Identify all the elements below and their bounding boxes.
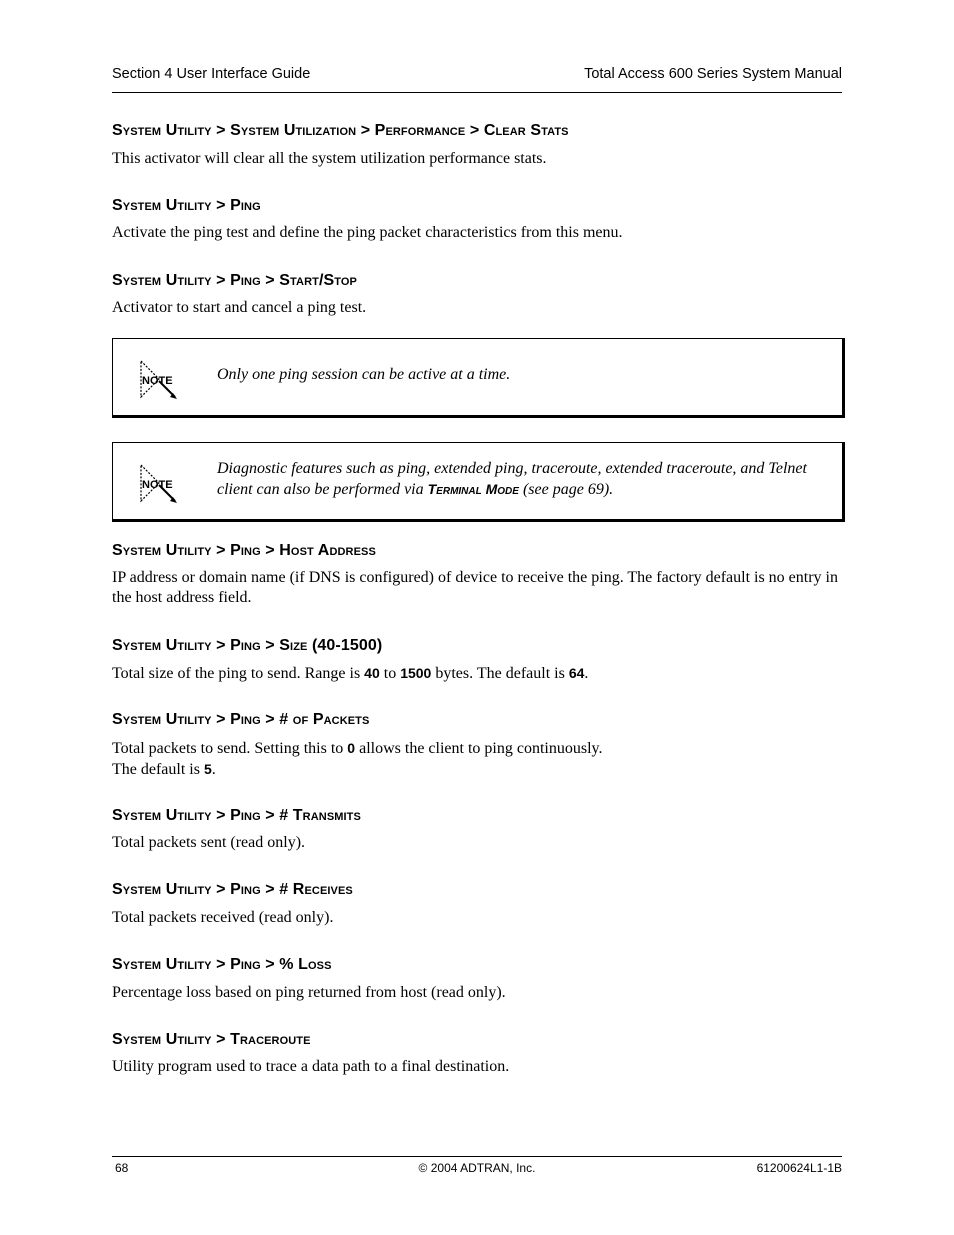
note-box-single-session — [112, 338, 845, 418]
heading-clear-stats: System Utility > System Utilization > Performance > Clear Stats — [112, 122, 569, 139]
header-manual-title: Total Access 600 Series System Manual — [584, 66, 842, 82]
note-icon — [135, 359, 179, 399]
heading-loss: System Utility > Ping > % Loss — [112, 956, 332, 973]
page-header — [112, 64, 842, 93]
body-traceroute: Utility program used to trace a data path to a final destination. — [112, 1058, 510, 1075]
body-num-packets: Total packets to send. Setting this to 0 allows the client to ping continuously. The default is 5. — [112, 740, 603, 778]
body-size: Total size of the ping to send. Range is 40 to 1500 bytes. The default is 64. — [112, 665, 589, 682]
note-text-single-session: Only one ping session can be active at a time. — [217, 366, 511, 383]
body-transmits: Total packets sent (read only). — [112, 834, 306, 851]
heading-traceroute: System Utility > Traceroute — [112, 1031, 311, 1048]
body-clear-stats: This activator will clear all the system utilization performance stats. — [112, 150, 547, 167]
heading-ping: System Utility > Ping — [112, 197, 261, 214]
body-loss: Percentage loss based on ping returned from host (read only). — [112, 984, 506, 1001]
page-footer — [112, 1156, 842, 1177]
note-box-diagnostics — [112, 442, 845, 522]
svg-text:NOTE: NOTE — [142, 479, 173, 491]
heading-host-address: System Utility > Ping > Host Address — [112, 542, 376, 559]
svg-text:NOTE: NOTE — [142, 375, 173, 387]
header-section-title: Section 4 User Interface Guide — [112, 66, 311, 82]
body-ping: Activate the ping test and define the ping packet characteristics from this menu. — [112, 224, 623, 241]
note-icon — [135, 463, 179, 503]
note-text-diagnostics: Diagnostic features such as ping, extended ping, traceroute, extended traceroute, and Telnet client can also be performed via Terminal Mode (see page 69). — [217, 460, 807, 498]
terminal-mode-link[interactable]: Terminal Mode — [427, 481, 519, 497]
page-number: 68 — [115, 1161, 129, 1175]
doc-number: 61200624L1-1B — [756, 1161, 842, 1175]
heading-transmits: System Utility > Ping > # Transmits — [112, 807, 361, 824]
copyright: © 2004 ADTRAN, Inc. — [418, 1161, 536, 1175]
body-start-stop: Activator to start and cancel a ping test. — [112, 299, 367, 316]
body-host-address: IP address or domain name (if DNS is configured) of device to receive the ping. The factory default is no entry in the host address field. — [112, 569, 838, 606]
heading-num-packets: System Utility > Ping > # of Packets — [112, 711, 370, 728]
heading-receives: System Utility > Ping > # Receives — [112, 881, 353, 898]
heading-start-stop: System Utility > Ping > Start/Stop — [112, 272, 357, 289]
heading-size: System Utility > Ping > Size (40-1500) — [112, 637, 383, 654]
body-receives: Total packets received (read only). — [112, 909, 334, 926]
